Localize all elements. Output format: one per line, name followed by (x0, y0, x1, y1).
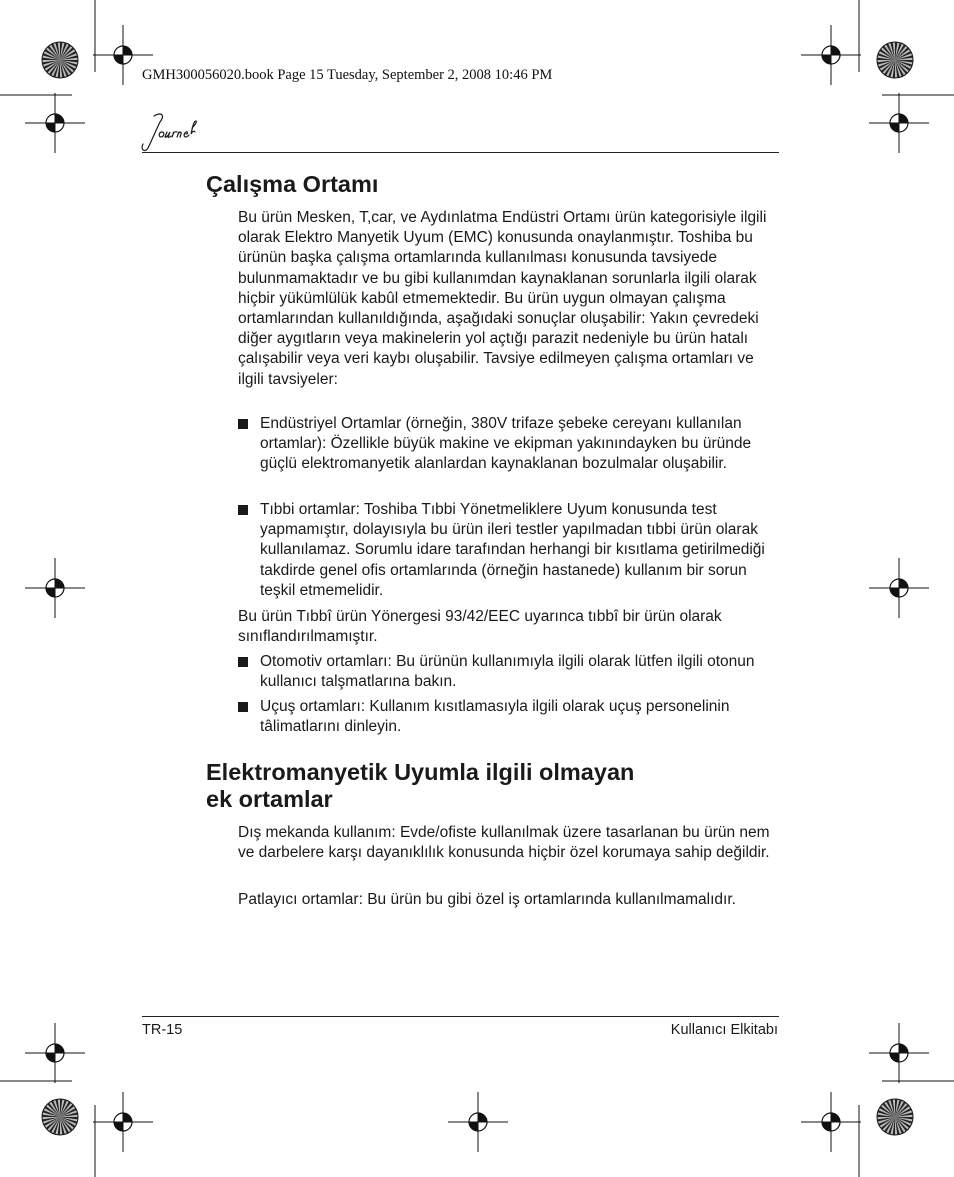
sunburst-icon (42, 1099, 78, 1135)
bullet-item (238, 697, 783, 737)
crosshair-icon (25, 93, 85, 153)
bullet-text: Endüstriyel Ortamlar (örneğin, 380V trifaze şebeke cereyanı kullanılan ortamlar): Özellikle büyük makine ve ekipman yakınındayken bu üründe güçlü elektromanyetik alanlardan kaynaklanan bozulmalar oluşabilir. (260, 415, 752, 473)
section1-note: Bu ürün Tıbbî ürün Yönergesi 93/42/EEC uyarınca tıbbî bir ürün olarak sınıflandırılmamıştır. (238, 608, 722, 646)
crosshair-icon (801, 25, 861, 85)
bullet-text: Otomotiv ortamları: Bu ürünün kullanımıyla ilgili olarak lütfen ilgili otonun kullanıcı talşmatlarına bakın. (260, 653, 755, 691)
section2-para-outdoor: Dış mekanda kullanım: Evde/ofiste kullanılmak üzere tasarlanan bu ürün nem ve darbelere karşı dayanıklılık konusunda hiçbir özel korumaya sahip değildir. (238, 824, 770, 862)
bullet-square-icon (238, 505, 248, 515)
section2-para-explosive: Patlayıcı ortamlar: Bu ürün bu gibi özel iş ortamlarında kullanılmamalıdır. (238, 891, 736, 908)
bullet-square-icon (238, 419, 248, 429)
crosshair-icon (869, 558, 929, 618)
section-heading-line2: ek ortamlar (206, 786, 333, 812)
sunburst-icon (877, 42, 913, 78)
sunburst-icon (877, 1099, 913, 1135)
bullet-square-icon (238, 657, 248, 667)
manual-title: Kullanıcı Elkitabı (670, 1022, 778, 1038)
bullet-item (238, 500, 783, 601)
bullet-item (238, 652, 783, 692)
crosshair-icon (869, 1023, 929, 1083)
bullet-square-icon (238, 702, 248, 712)
bullet-text: Uçuş ortamları: Kullanım kısıtlamasıyla ilgili olarak uçuş personelinin tâlimatlarını dinleyin. (260, 698, 730, 736)
bullet-item (238, 414, 783, 475)
section-heading-line1: Elektromanyetik Uyumla ilgili olmayan (206, 759, 635, 785)
section1-intro: Bu ürün Mesken, T,car, ve Aydınlatma Endüstri Ortamı ürün kategorisiyle ilgili olarak Elektro Manyetik Uyum (EMC) konusunda onaylanmıştır. Toshiba bu ürünün başka çalışma ortamlarında kullanılması konusunda tavsiyede bulunmamaktadır ve bu gibi kullanımdan kaynaklanan sorunlarla ilgili olarak hiçbir yükümlülük kabûl etmemektedir. Bu ürün uygun olmayan çalışma ortamlarından kullanıldığında, aşağıdaki sonuçlar oluşabilir: Yakın çevredeki diğer aygıtların veya makinelerin yol açtığı parazit nedeniyle bu ürün hatalı çalışabilir veya veri kaybı oluşabilir. Tavsiye edilmeyen çalışma ortamları ve ilgili tavsiyeler: (238, 209, 767, 388)
crosshair-icon (25, 1023, 85, 1083)
crosshair-icon (25, 558, 85, 618)
header-rule (142, 152, 779, 153)
section-heading-calisma-ortami: Çalışma Ortamı (206, 171, 379, 197)
crosshair-icon (801, 1092, 861, 1152)
print-header: GMH300056020.book Page 15 Tuesday, September 2, 2008 10:46 PM (142, 67, 553, 83)
bullet-text: Tıbbi ortamlar: Toshiba Tıbbi Yönetmeliklere Uyum konusunda test yapmamıştır, dolayısıyla bu ürün ileri testler yapılmadan tıbbi ürün olarak kullanılamaz. Sorumlu idare tarafından herhangi bir kısıtlama getirilmediği takdirde genel ofis ortamlarında (örneğin hastanede) kullanım bir sorun teşkil etmemelidir. (260, 501, 765, 599)
crosshair-icon (93, 1092, 153, 1152)
sunburst-icon (42, 42, 78, 78)
crosshair-icon (448, 1092, 508, 1152)
footer-rule (142, 1016, 779, 1017)
crosshair-icon (869, 93, 929, 153)
page-number: TR-15 (142, 1022, 183, 1038)
